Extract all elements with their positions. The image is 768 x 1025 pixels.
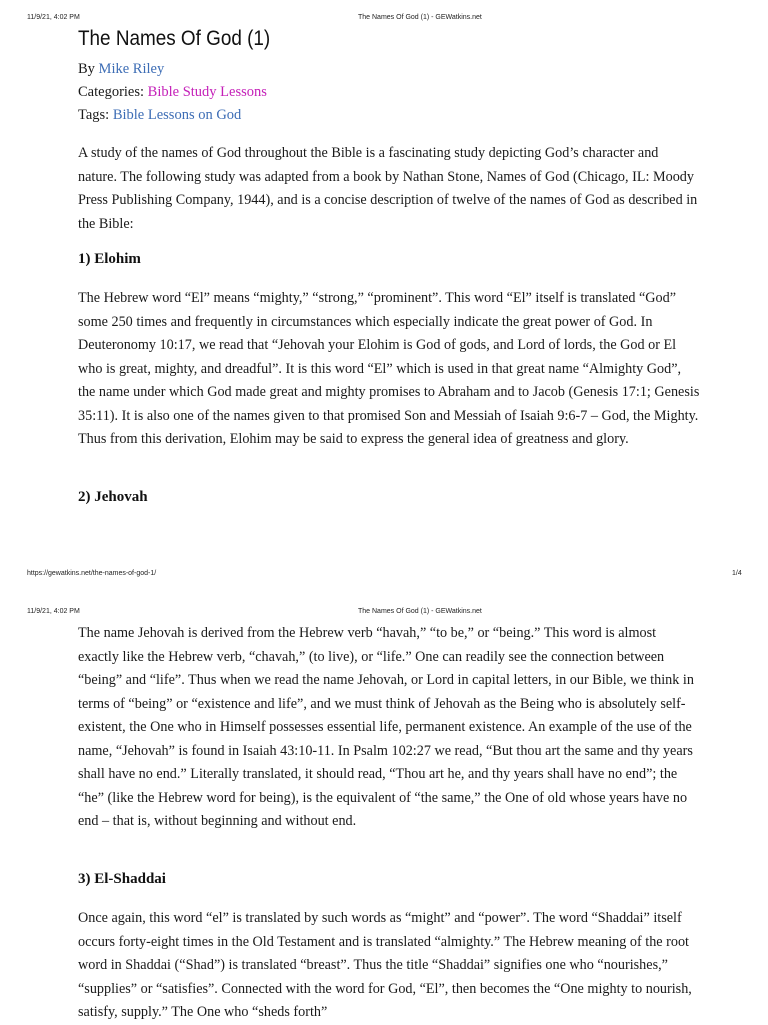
intro-paragraph: A study of the names of God throughout the Bible is a fascinating study depicting God’s character and nature. The following study was adapted from a book by Nathan Stone, Names of God (Chicago, IL: Moody Press Publishing Company, 1944), and is a concise description of twelve of the names of God as described in the Bible: — [78, 145, 698, 232]
print-footer-url: https://gewatkins.net/the-names-of-god-1/ — [27, 570, 157, 577]
paragraph-elohim: The Hebrew word “El” means “mighty,” “strong,” “prominent”. This word “El” itself is translated “God” some 250 times and frequently in circumstances which especially indicate the great power of God. In Deuteronomy 10:17, we read that “Jehovah your Elohim is God of gods, and Lord of lords, the God or El who is great, mighty, and dreadful”. It is this word “El” which is used in that great name “Almighty God”, the name under which God made great and mighty promises to Abraham and to Jacob (Genesis 17:1; Genesis 35:11). It is also one of the names given to that promised Son and Messiah of Isaiah 9:6-7 – God, the Mighty. Thus from this derivation, Elohim may be said to express the general idea of greatness and glory. — [78, 290, 700, 447]
categories-line — [78, 81, 267, 104]
print-header-date: 11/9/21, 4:02 PM — [27, 14, 80, 21]
section-heading-elohim: 1) Elohim — [78, 251, 141, 267]
categories-label: Categories: — [78, 84, 148, 100]
page-title: The Names Of God (1) — [78, 27, 271, 50]
section-heading-el-shaddai: 3) El-Shaddai — [78, 871, 166, 887]
print-header-date-page2: 11/9/21, 4:02 PM — [27, 608, 80, 615]
section-heading-jehovah: 2) Jehovah — [78, 489, 148, 505]
print-header-title: The Names Of God (1) - GEWatkins.net — [358, 14, 482, 21]
tag-link[interactable]: Bible Lessons on God — [112, 107, 242, 123]
paragraph-jehovah: The name Jehovah is derived from the Hebrew verb “havah,” “to be,” or “being.” This word is almost exactly like the Hebrew verb, “chavah,” (to live), or “life.” One can readily see the connection between “being” and “life”. Thus when we read the name Jehovah, or Lord in capital letters, in our Bible, we think in terms of “being” or “existence and life”, and we must think of Jehovah as the Being who is absolutely self-existent, the One who in Himself possesses essential life, permanent existence. An example of the use of the name, “Jehovah” is found in Isaiah 43:10-11. In Psalm 102:27 we read, “But thou art the same and thy years shall have no end.” Literally translated, it should read, “Thou art he, and thy years shall have no end”; the “he” (like the Hebrew word for being), is the equivalent of “the same,” the One of old whose years have no end – that is, without beginning and without end. — [78, 625, 694, 829]
category-link[interactable]: Bible Study Lessons — [147, 84, 267, 100]
by-label: By — [78, 61, 99, 77]
tags-line — [78, 104, 241, 127]
print-footer-page-number: 1/4 — [732, 570, 742, 577]
print-header-title-page2: The Names Of God (1) - GEWatkins.net — [358, 608, 482, 615]
tags-label: Tags: — [78, 107, 113, 123]
author-link[interactable]: Mike Riley — [98, 61, 165, 77]
author-line — [78, 58, 164, 81]
paragraph-el-shaddai: Once again, this word “el” is translated by such words as “might” and “power”. The word “Shaddai” itself occurs forty-eight times in the Old Testament and is translated “almighty.” The Hebrew meaning of the root word in Shaddai (“Shad”) is translated “breast”. Thus the title “Shaddai” signifies one who “nourishes,” “supplies” or “satisfies”. Connected with the word for God, “El”, then becomes the “One mighty to nourish, satisfy, supply.” The One who “sheds forth” — [78, 910, 692, 1020]
